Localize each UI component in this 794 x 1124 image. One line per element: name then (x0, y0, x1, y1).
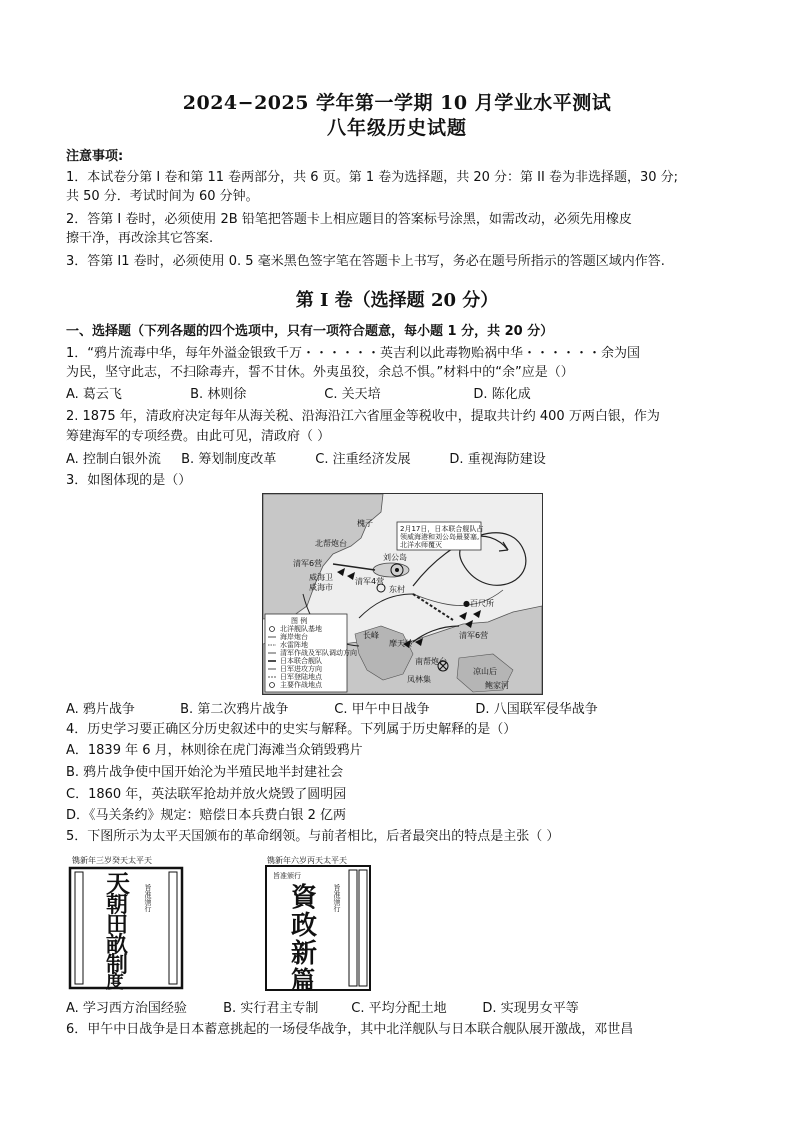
q3-option-a[interactable]: A. 鸦片战争 (66, 702, 135, 717)
map-label-qingjun6b: 清军6营 (459, 631, 489, 640)
map-label-qingjun6: 清军6营 (293, 559, 323, 568)
map-label-liugongdao: 刘公岛 (383, 553, 407, 562)
q3-option-c[interactable]: C. 甲午中日战争 (334, 702, 430, 717)
q3-line: 3．如图体现的是（） (66, 473, 192, 488)
q1-option-c[interactable]: C. 关天培 (324, 387, 381, 402)
q2-line-1: 2. 1875 年，清政府决定每年从海关税、沿海沿江六省厘金等税收中，提取共计约 400 万两白银，作为 (66, 409, 660, 424)
exam-title: 2024−2025 学年第一学期 10 月学业水平测试 (182, 92, 612, 114)
map-legend-item-7: 日军登陆地点 (280, 673, 322, 681)
book1-char-2: 朝 (106, 892, 129, 918)
q5-options (66, 1000, 579, 1018)
q3-option-b[interactable]: B. 第二次鸦片战争 (180, 702, 289, 717)
book1-char-6: 度 (106, 972, 124, 992)
q1-line-1: 1．“鸦片流毒中华，每年外溢金银致千万・・・・・・英吉利以此毒物贻祸中华・・・・・・余为国 (66, 346, 641, 361)
map-label-weihaiwei: 威海卫 (309, 573, 333, 582)
notice-heading: 注意事项: (66, 149, 124, 164)
map-legend-item-1: 北洋舰队基地 (280, 625, 322, 633)
map-label-motianling: 摩天岭 (389, 639, 413, 648)
map-note-line-2: 领威海港和刘公岛最要塞, (400, 533, 480, 541)
q4-option-c[interactable]: C．1860 年，英法联军抢劫并放火烧毁了圆明园 (66, 787, 347, 802)
map-drawing (263, 494, 542, 694)
map-label-nanbang: 南帮炮台 (415, 657, 447, 666)
map-label-beibang: 北帮炮台 (315, 539, 347, 548)
map-label-qingjun4: 清军4营 (355, 577, 385, 586)
notice-line-1: 1．本试卷分第 I 卷和第 11 卷两部分，共 6 页。第 1 卷为选择题，共 20 分：第 II 卷为非选择题，30 分; (66, 170, 679, 185)
section-title: 第 I 卷（选择题 20 分） (295, 290, 499, 311)
map-label-changfeng: 长峰 (363, 631, 379, 640)
map-label-baotou: 鲍家河 (485, 681, 509, 690)
book1-top-text: 镌新年三岁癸天太平天 (72, 856, 152, 865)
map-legend-item-8: 主要作战地点 (280, 681, 322, 689)
book2-side-text: 旨准颁行 (333, 884, 341, 912)
book1-drawing (66, 854, 186, 992)
q2-option-b[interactable]: B. 筹划制度改革 (181, 452, 277, 467)
q4-option-d[interactable]: D．《马关条约》规定：赔偿日本兵费白银 2 亿两 (66, 808, 347, 823)
q5-option-a[interactable]: A. 学习西方治国经验 (66, 1001, 187, 1016)
q2-options (66, 451, 546, 469)
book1-char-4: 畝 (106, 932, 129, 958)
q5-option-d[interactable]: D. 实现男女平等 (482, 1001, 579, 1016)
notice-line-2: 共 50 分．考试时间为 60 分钟。 (66, 189, 259, 204)
book2-char-1: 資 (291, 883, 318, 913)
q4-line: 4．历史学习要正确区分历史叙述中的史实与解释。下列属于历史解释的是（） (66, 722, 517, 737)
q5-line: 5．下图所示为太平天国颁布的革命纲领。与前者相比，后者最突出的特点是主张（ ） (66, 829, 560, 844)
book1-char-1: 天 (106, 869, 130, 898)
q2-option-a[interactable]: A. 控制白银外流 (66, 452, 161, 467)
book1-side-text: 旨准颁行 (144, 884, 152, 912)
tianchao-tianmu-zhidu-cover (66, 854, 186, 992)
q4-option-a[interactable]: A．1839 年 6 月，林则徐在虎门海滩当众销毁鸦片 (66, 743, 363, 758)
notice-line-4: 擦干净，再改涂其它答案. (66, 231, 214, 246)
q2-line-2: 筹建海军的专项经费。由此可见，清政府（ ） (66, 429, 331, 444)
zizheng-xinpian-cover (263, 854, 373, 992)
map-label-baichi: ●百尺所 (463, 599, 494, 608)
q1-options (66, 386, 531, 404)
book1-char-5: 制 (106, 952, 129, 978)
q3-option-d[interactable]: D. 八国联军侵华战争 (475, 702, 598, 717)
book2-char-4: 篇 (291, 965, 315, 992)
map-label-top: 槐子 (357, 519, 373, 528)
map-legend-item-4: 清军作战及军队调动方向 (280, 649, 357, 657)
book2-header-text: 旨准颁行 (273, 872, 301, 880)
book2-char-3: 新 (291, 939, 318, 969)
map-legend-item-2: 海岸炮台 (280, 633, 308, 641)
map-label-dongcun: 东村 (389, 585, 405, 594)
map-note-line-3: 北洋水师覆灭 (400, 541, 442, 549)
map-legend-item-3: 水雷阵地 (280, 641, 308, 649)
map-note-line-1: 2月17日，日本联合舰队占 (400, 525, 484, 533)
q4-option-b[interactable]: B. 鸦片战争使中国开始沦为半殖民地半封建社会 (66, 765, 344, 780)
notice-line-3: 2．答第 I 卷时，必须使用 2B 铅笔把答题卡上相应题目的答案标号涂黑，如需改动，必须先用橡皮 (66, 212, 632, 227)
exam-subtitle: 八年级历史试题 (326, 117, 467, 139)
book2-top-text: 镌新年六岁丙天太平天 (267, 856, 347, 865)
q3-options (66, 701, 598, 719)
map-legend-item-5: 日本联合舰队 (280, 657, 322, 665)
q6-line: 6．甲午中日战争是日本蓄意挑起的一场侵华战争，其中北洋舰队与日本联合舰队展开激战，邓世昌 (66, 1022, 634, 1037)
map-label-liangshan: 凉山后 (473, 667, 497, 676)
book2-char-2: 政 (291, 911, 318, 941)
q2-option-c[interactable]: C. 注重经济发展 (315, 452, 411, 467)
q1-option-a[interactable]: A. 葛云飞 (66, 387, 122, 402)
book1-char-3: 田 (106, 912, 129, 938)
q1-option-d[interactable]: D. 陈化成 (473, 387, 531, 402)
map-legend-item-6: 日军进攻方向 (280, 665, 322, 673)
map-legend-title: 图 例 (291, 617, 308, 625)
map-label-weihaishi: 威海市 (309, 583, 333, 592)
q5-option-c[interactable]: C. 平均分配土地 (351, 1001, 447, 1016)
q5-option-b[interactable]: B. 实行君主专制 (223, 1001, 319, 1016)
section-instruction: 一、选择题（下列各题的四个选项中，只有一项符合题意，每小题 1 分，共 20 分） (66, 324, 554, 339)
notice-line-5: 3．答第 I1 卷时，必须使用 0. 5 毫米黑色签字笔在答题卡上书写，务必在题号所指示的答题区域内作答. (66, 254, 665, 269)
map-label-fenglin: 凤林集 (407, 675, 431, 684)
book2-drawing (263, 854, 373, 992)
q2-option-d[interactable]: D. 重视海防建设 (449, 452, 546, 467)
q1-option-b[interactable]: B. 林则徐 (190, 387, 247, 402)
weihaiwei-battle-map (262, 493, 543, 695)
q1-line-2: 为民，坚守此志，不扫除毒卉，誓不甘休。外夷虽狡，余总不惧。”材料中的“余”应是（） (66, 365, 574, 380)
